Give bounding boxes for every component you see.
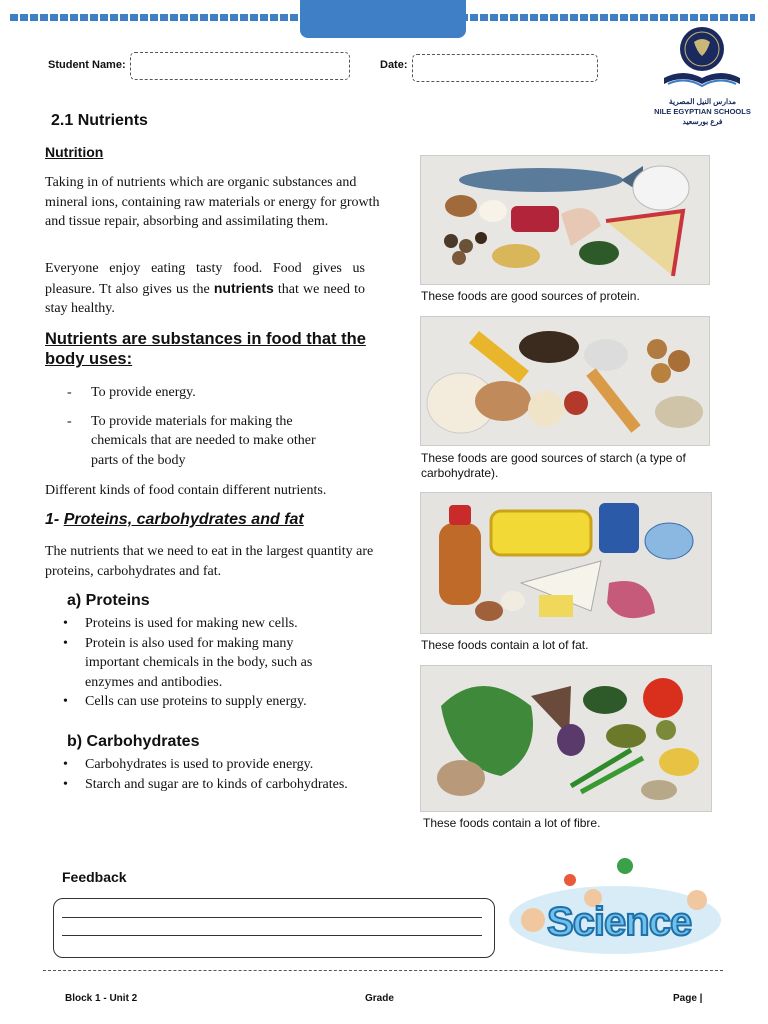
uses-heading: Nutrients are substances in food that the body uses: <box>45 330 366 368</box>
date-label: Date: <box>380 59 408 71</box>
science-logo <box>505 858 725 958</box>
footer-grade: Grade <box>365 993 394 1004</box>
footer-divider <box>43 970 723 971</box>
figure-caption: These foods are good sources of protein. <box>421 289 640 303</box>
list-item: - To provide materials for making the chemicals that are needed to make other parts of the body <box>45 412 345 471</box>
section-title: 2.1 Nutrients <box>51 112 148 129</box>
date-field[interactable] <box>412 54 598 82</box>
feedback-line <box>62 935 482 936</box>
nutrition-heading: Nutrition <box>45 144 104 160</box>
footer-block: Block 1 - Unit 2 <box>65 993 138 1004</box>
feedback-box[interactable] <box>53 898 495 958</box>
protein-foods-illustration <box>421 156 709 284</box>
section-1-intro: The nutrients that we need to eat in the largest quantity are proteins, carbohydrates and fat. <box>45 544 374 579</box>
figure-caption: These foods contain a lot of fibre. <box>423 816 601 830</box>
para2-text-start: Everyone enjoy eating tasty food. Food gives us pleasure. Tt also gives us the <box>45 261 365 297</box>
nutrition-paragraph-2 <box>45 259 365 319</box>
list-item: • Proteins is used for making new cells. <box>45 614 345 634</box>
list-item: - To provide energy. <box>45 383 345 403</box>
nutrition-definition: Taking in of nutrients which are organic substances and mineral ions, containing raw materials or energy for growth and tissue repair, absorbing and assimilating them. <box>45 175 380 229</box>
logo-arabic-text: مدارس النيل المصرية <box>668 97 736 106</box>
section-1-title: Proteins, carbohydrates and fat <box>63 511 304 528</box>
carbohydrates-heading: b) Carbohydrates <box>67 733 200 750</box>
feedback-line <box>62 917 482 918</box>
student-name-field[interactable] <box>130 52 350 80</box>
starch-foods-illustration <box>421 317 709 445</box>
figure-caption: These foods contain a lot of fat. <box>421 638 589 652</box>
figure-caption: These foods are good sources of starch (a type of carbohydrate). <box>421 451 686 480</box>
nutrients-bold: nutrients <box>213 279 274 296</box>
science-logo-text: Science <box>547 900 692 944</box>
list-item: • Carbohydrates is used to provide energy. <box>45 755 355 775</box>
footer-page: Page | <box>673 993 703 1004</box>
fat-foods-image <box>420 492 712 634</box>
uses-conclusion: Different kinds of food contain different nutrients. <box>45 483 327 498</box>
protein-foods-image <box>420 155 710 285</box>
logo-english-text: NILE EGYPTIAN SCHOOLS <box>654 107 751 116</box>
starch-foods-image <box>420 316 710 446</box>
school-crest-icon <box>650 22 755 92</box>
section-1-number: 1- <box>45 511 60 528</box>
fat-foods-illustration <box>421 493 711 633</box>
fibre-foods-illustration <box>421 666 711 811</box>
fibre-foods-image <box>420 665 712 812</box>
list-item: • Starch and sugar are to kinds of carbohydrates. <box>45 775 355 795</box>
top-tab <box>300 0 466 38</box>
school-logo <box>650 22 755 130</box>
logo-branch-text: فرع بورسعيد <box>682 117 723 126</box>
feedback-label: Feedback <box>62 869 127 885</box>
para2-text-end: that we need to stay healthy. <box>45 281 365 316</box>
carbohydrates-list <box>45 755 355 794</box>
list-item: • Cells can use proteins to supply energy. <box>45 692 345 712</box>
proteins-heading: a) Proteins <box>67 592 150 609</box>
uses-list <box>45 383 345 470</box>
list-item: • Protein is also used for making many important chemicals in the body, such as enzymes and antibodies. <box>45 634 345 693</box>
section-1-heading <box>45 511 304 529</box>
proteins-list <box>45 614 345 712</box>
student-name-label: Student Name: <box>48 59 126 71</box>
